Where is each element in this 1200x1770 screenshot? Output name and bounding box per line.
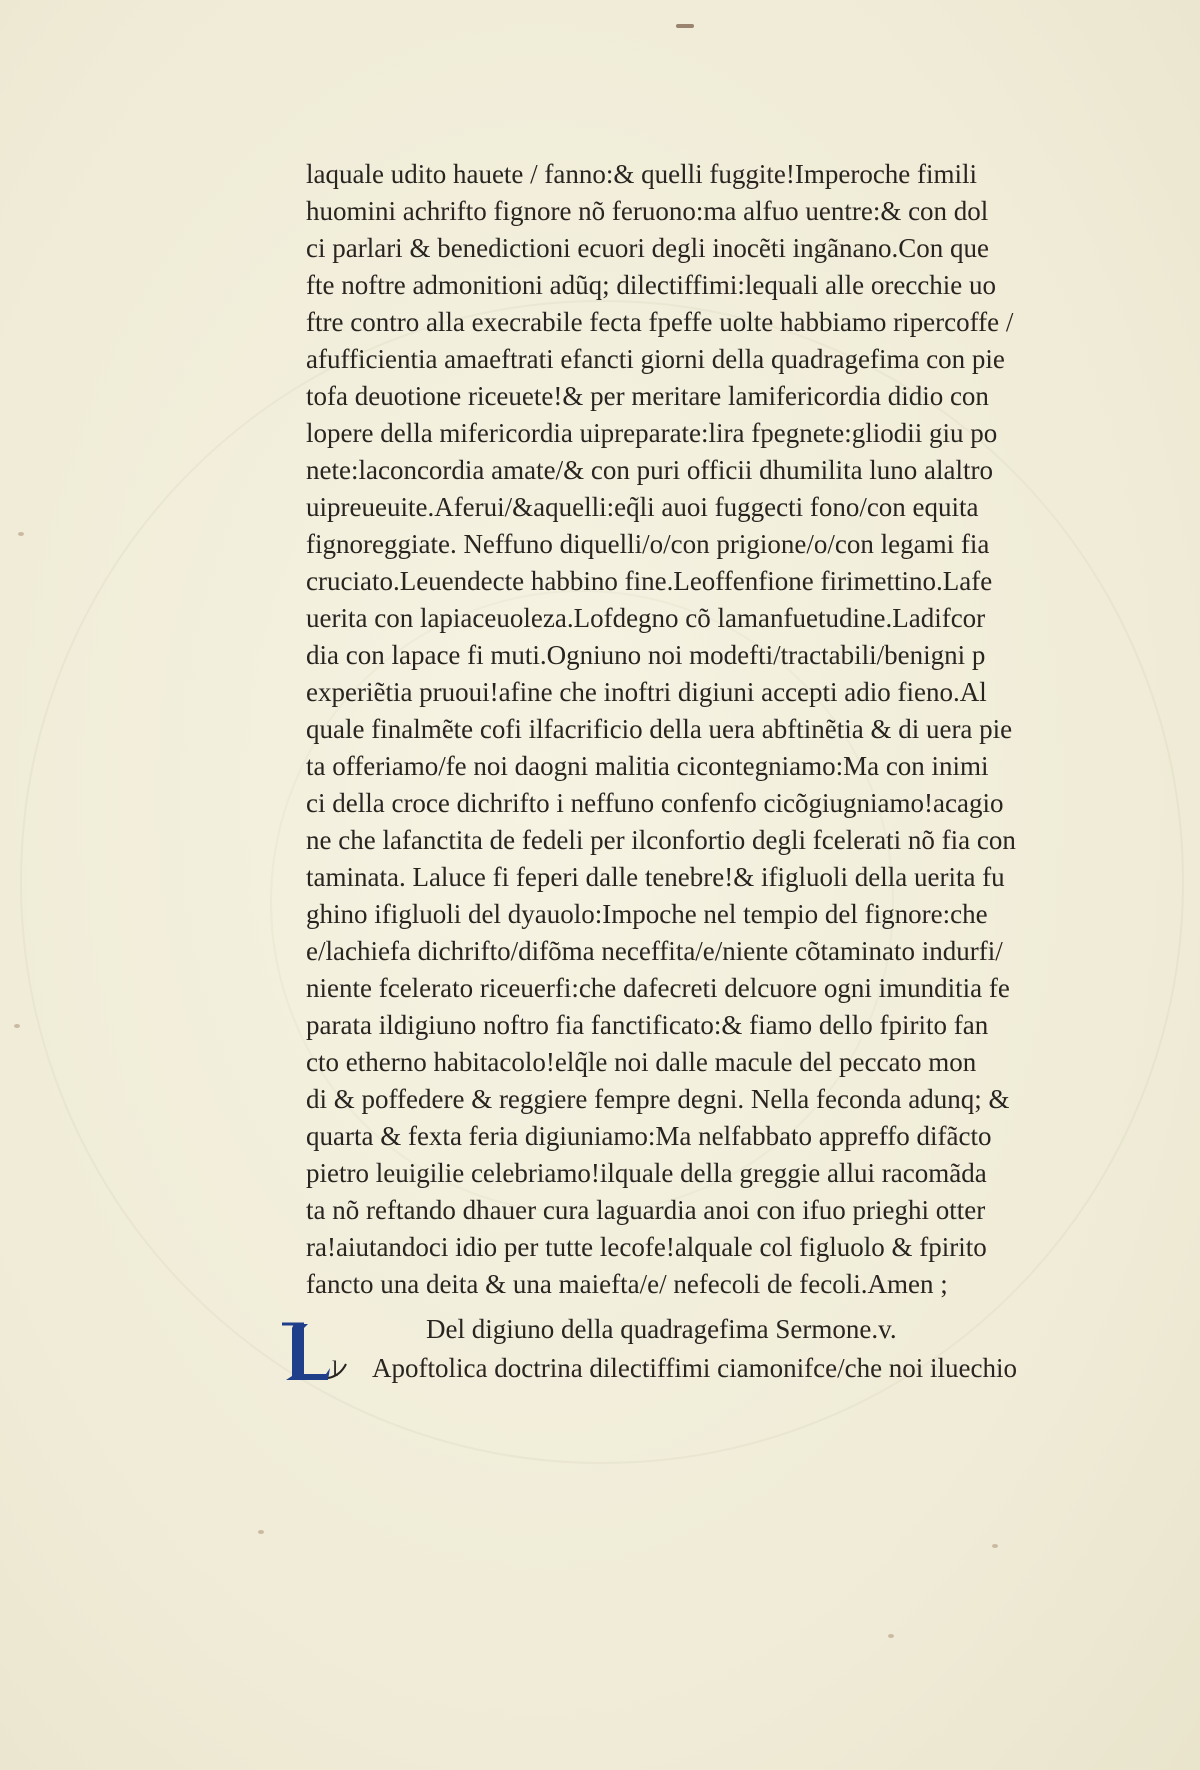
- text-line: nete:laconcordia amate/& con puri officii dhumilita luno alaltro: [306, 455, 994, 485]
- text-line: uerita con lapiaceuoleza.Lofdegno cõ lamanfuetudine.Ladifcor: [306, 603, 986, 633]
- page-top-mark: [676, 24, 694, 28]
- text-line: cto etherno habitacolo!elq̃le noi dalle macule del peccato mon: [306, 1047, 977, 1077]
- sermon-text-block: [306, 156, 1126, 1303]
- text-line: fancto una deita & una maiefta/e/ nefecoli de fecoli.Amen ;: [306, 1269, 948, 1299]
- text-line: fte noftre admonitioni adũq; dilectiffimi:lequali alle orecchie uo: [306, 270, 997, 300]
- text-line: experiẽtia pruoui!afine che inoftri digiuni accepti adio fieno.Al: [306, 677, 987, 707]
- paper-speck: [888, 1634, 894, 1638]
- text-line: uipreueuite.Aferui/&aquelli:eq̃li auoi fuggecti fono/con equita: [306, 492, 979, 522]
- guide-letter: l: [332, 1356, 339, 1381]
- text-line: ta offeriamo/fe noi daogni malitia cicontegniamo:Ma con inimi: [306, 751, 989, 781]
- text-line: quale finalmẽte cofi ilfacrificio della uera abftinẽtia & di uera pie: [306, 714, 1013, 744]
- text-line: niente fcelerato riceuerfi:che dafecreti delcuore ogni imunditia fe: [306, 973, 1010, 1003]
- text-line: ta nõ reftando dhauer cura laguardia anoi con ifuo prieghi otter: [306, 1195, 986, 1225]
- text-line: taminata. Laluce fi feperi dalle tenebre!& ifigluoli della uerita fu: [306, 862, 1005, 892]
- text-line: quarta & fexta feria digiuniamo:Ma nelfabbato appreffo difãcto: [306, 1121, 992, 1151]
- text-line: huomini achrifto fignore nõ feruono:ma alfuo uentre:& con dol: [306, 196, 989, 226]
- text-line: ftre contro alla execrabile fecta fpeffe uolte habbiamo ripercoffe /: [306, 307, 1014, 337]
- text-line: di & poffedere & reggiere fempre degni. Nella feconda adunq; &: [306, 1084, 1010, 1114]
- paper-speck: [14, 1024, 20, 1028]
- sermon-heading: Del digiuno della quadragefima Sermone.v.: [426, 1314, 897, 1344]
- paper-speck: [18, 532, 24, 536]
- text-line: lopere della mifericordia uipreparate:lira fpegnete:gliodii giu po: [306, 418, 998, 448]
- text-line: pietro leuigilie celebriamo!ilquale della greggie allui racomãda: [306, 1158, 987, 1188]
- text-line: cruciato.Leuendecte habbino fine.Leoffenfione firimettino.Lafe: [306, 566, 993, 596]
- text-line: laquale udito hauete / fanno:& quelli fuggite!Imperoche fimili: [306, 159, 978, 189]
- paper-speck: [258, 1530, 264, 1534]
- text-line: ghino ifigluoli del dyauolo:Impoche nel tempio del fignore:che: [306, 899, 988, 929]
- text-line: ne che lafanctita de fedeli per ilconfortio degli fcelerati nõ fia con: [306, 825, 1016, 855]
- text-line: ra!aiutandoci idio per tutte lecofe!alquale col figluolo & fpirito: [306, 1232, 987, 1262]
- text-line: e/lachiefa dichrifto/difõma neceffita/e/niente cõtaminato indurfi/: [306, 936, 1003, 966]
- text-line: dia con lapace fi muti.Ogniuno noi modefti/tractabili/benigni p: [306, 640, 986, 670]
- text-line: ci parlari & benedictioni ecuori degli inocẽti ingãnano.Con que: [306, 233, 990, 263]
- text-line: parata ildigiuno noftro fia fanctificato:& fiamo dello fpirito fan: [306, 1010, 989, 1040]
- paper-speck: [992, 1544, 998, 1548]
- opening-line: Apoftolica doctrina dilectiffimi ciamonifce/che noi iluechio: [372, 1353, 1018, 1383]
- text-line: fignoreggiate. Neffuno diquelli/o/con prigione/o/con legami fia: [306, 529, 990, 559]
- text-line: ci della croce dichrifto i neffuno confenfo cicõgiugniamo!acagio: [306, 788, 1004, 818]
- text-line: tofa deuotione riceuete!& per meritare lamifericordia didio con: [306, 381, 989, 411]
- text-line: afufficientia amaeftrati efancti giorni della quadragefima con pie: [306, 344, 1005, 374]
